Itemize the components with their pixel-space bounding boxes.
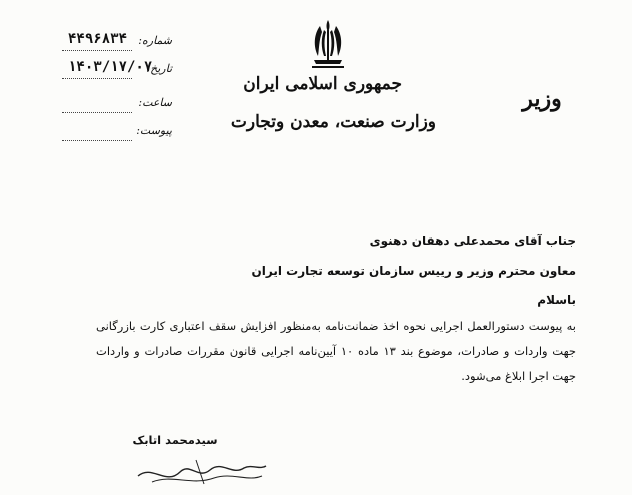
date-value: ۱۴۰۳/۱۷/۰۷ (68, 59, 153, 75)
recipient-title: معاون محترم وزیر و رییس سازمان توسعه تجارت ایران (251, 264, 576, 278)
time-field (62, 96, 172, 116)
number-field (62, 31, 172, 54)
signature-scribble-icon (132, 446, 272, 490)
attachment-field (62, 124, 172, 144)
iran-emblem-icon (306, 16, 350, 70)
attachment-label: پیوست: (136, 124, 172, 137)
number-value: ۴۴۹۶۸۳۴ (68, 31, 128, 47)
minister-title: وزیر (522, 86, 562, 112)
time-line (62, 112, 132, 113)
number-label: شماره: (138, 34, 172, 47)
date-label: تاریخ: (146, 62, 172, 75)
attachment-line (62, 140, 132, 141)
letter-body: به پیوست دستورالعمل اجرایی نحوه اخذ ضمانت‌نامه به‌منظور افزایش سقف اعتباری کارت بازرگانی جهت واردات و صادرات، موضوع بند ۱۳ ماده ۱۰ آیین‌نامه اجرایی قانون مقررات صادرات و واردات جهت اجرا ابلاغ می‌شود. (96, 319, 577, 383)
country-title: جمهوری اسلامی ایران (243, 74, 402, 94)
ministry-title: وزارت صنعت، معدن وتجارت (230, 112, 436, 132)
greeting: باسلام (537, 293, 576, 307)
time-label: ساعت: (138, 96, 172, 109)
signer-name: سیدمحمد اتابک (132, 433, 218, 447)
date-line (62, 78, 132, 79)
recipient-name: جناب آقای محمدعلی دهقان دهنوی (369, 234, 576, 248)
number-line (62, 50, 132, 51)
date-field (62, 59, 172, 82)
